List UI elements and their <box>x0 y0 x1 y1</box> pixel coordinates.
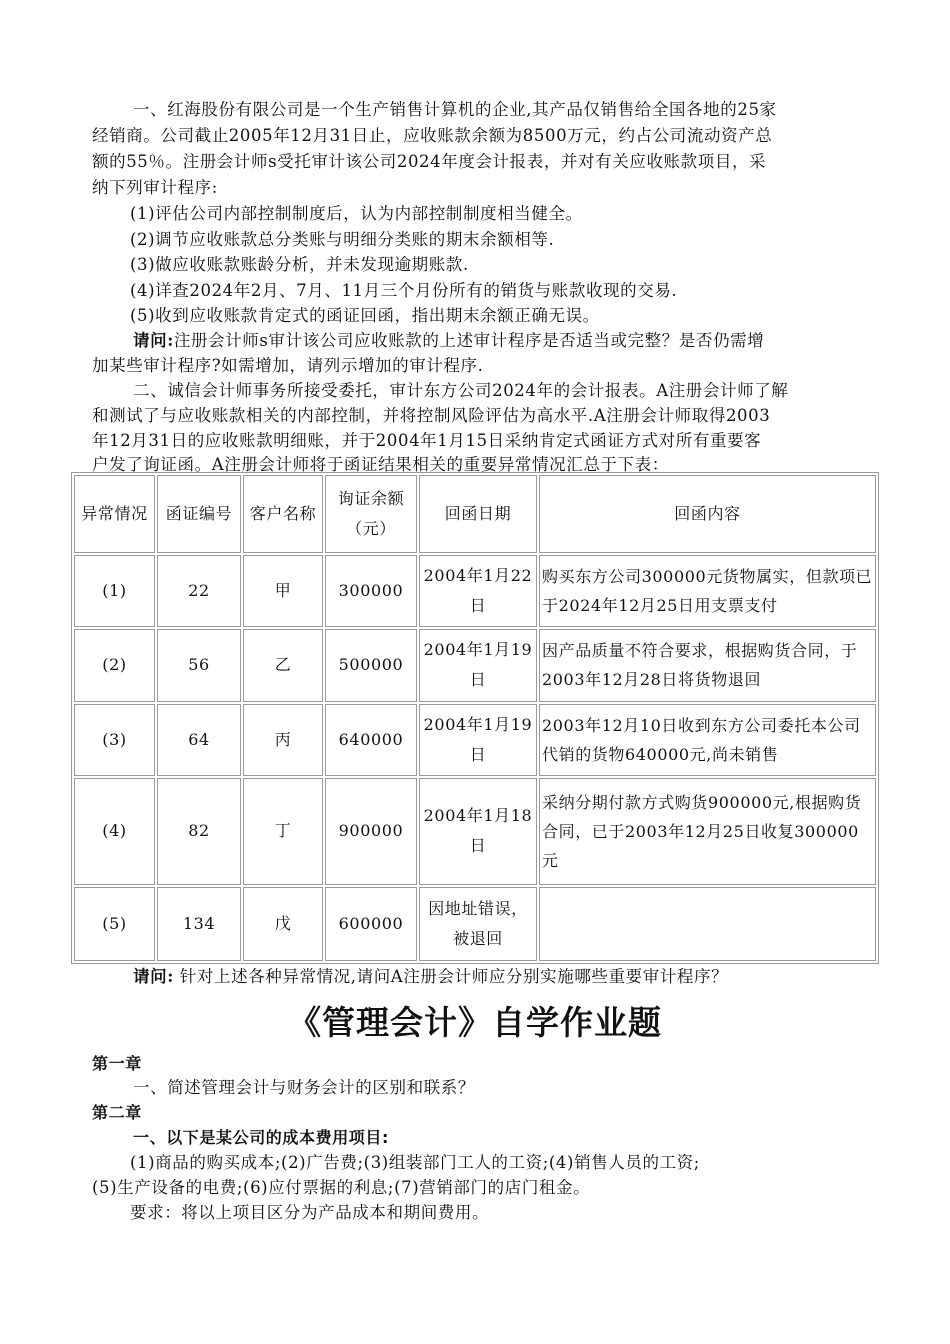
header-client: 客户名称 <box>243 475 323 553</box>
cell-amount: 600000 <box>325 887 417 961</box>
chapter-1-question: 一、简述管理会计与财务会计的区别和联系？ <box>133 1078 475 1097</box>
cell-date: 2004年1月22日 <box>419 555 537 627</box>
q1-procedure-1: (1)评估公司内部控制制度后，认为内部控制制度相当健全。 <box>130 204 583 223</box>
cell-case: (1) <box>74 555 155 627</box>
chapter-2-question: 一、以下是某公司的成本费用项目: <box>133 1128 389 1147</box>
q1-procedure-3: (3)做应收账款账龄分析，并未发现逾期账款. <box>130 255 469 274</box>
chapter-2-items-line-2: (5)生产设备的电费;(6)应付票据的利息;(7)营销部门的店门租金。 <box>92 1178 591 1197</box>
q1-ask-line-1: 注册会计师s审计该公司应收账款的上述审计程序是否适当或完整？是否仍需增 <box>173 331 765 350</box>
cell-content: 因产品质量不符合要求，根据购货合同，于2003年12月28日将货物退回 <box>539 629 876 701</box>
cell-date: 因地址错误，被退回 <box>419 887 537 961</box>
cell-date: 2004年1月19日 <box>419 704 537 776</box>
cell-case: (4) <box>74 778 155 885</box>
cell-content: 购买东方公司300000元货物属实，但款项已于2024年12月25日用支票支付 <box>539 555 876 627</box>
cell-case: (3) <box>74 704 155 776</box>
cell-content: 2003年12月10日收到东方公司委托本公司代销的货物640000元,尚未销售 <box>539 704 876 776</box>
cell-amount: 300000 <box>325 555 417 627</box>
q1-ask-line-2: 加某些审计程序?如需增加，请列示增加的审计程序. <box>92 356 484 375</box>
cell-no: 56 <box>157 629 241 701</box>
cell-amount: 500000 <box>325 629 417 701</box>
homework-title: 《管理会计》自学作业题 <box>288 1003 662 1042</box>
q1-procedure-2: (2)调节应收账款总分类账与明细分类账的期末余额相等. <box>130 230 555 249</box>
cell-content <box>539 887 876 961</box>
cell-date: 2004年1月18日 <box>419 778 537 885</box>
table-row <box>74 704 876 776</box>
q2-line-3: 年12月31日的应收账款明细账，并于2004年1月15日采纳肯定式函证方式对所有重要客 <box>92 431 762 450</box>
exception-table <box>71 472 879 964</box>
cell-client: 戊 <box>243 887 323 961</box>
cell-case: (2) <box>74 629 155 701</box>
q2-ask-label: 请问: <box>133 967 174 986</box>
chapter-2-heading: 第二章 <box>92 1103 142 1122</box>
header-balance: 询证余额（元） <box>325 475 417 553</box>
q2-ask-text: 针对上述各种异常情况,请问A注册会计师应分别实施哪些重要审计程序？ <box>179 967 729 986</box>
q1-line-1: 一、红海股份有限公司是一个生产销售计算机的企业,其产品仅销售给全国各地的25家 <box>133 100 777 119</box>
table-row <box>74 555 876 627</box>
cell-date: 2004年1月19日 <box>419 629 537 701</box>
cell-content: 采纳分期付款方式购货900000元,根据购货合同，已于2003年12月25日收复300000元 <box>539 778 876 885</box>
cell-case: (5) <box>74 887 155 961</box>
cell-no: 64 <box>157 704 241 776</box>
cell-client: 丙 <box>243 704 323 776</box>
table-header-row <box>74 475 876 553</box>
cell-no: 82 <box>157 778 241 885</box>
q2-line-2: 和测试了与应收账款相关的内部控制，并将控制风险评估为高水平.A注册会计师取得2003 <box>92 406 771 425</box>
table-row <box>74 629 876 701</box>
cell-client: 乙 <box>243 629 323 701</box>
cell-client: 丁 <box>243 778 323 885</box>
q1-ask-label: 请问: <box>133 331 174 350</box>
q1-line-4: 纳下列审计程序: <box>92 178 218 197</box>
table-row <box>74 887 876 961</box>
header-letter-no: 函证编号 <box>157 475 241 553</box>
q1-line-2: 经销商。公司截止2005年12月31日止，应收账款余额为8500万元，约占公司流动资产总 <box>92 126 773 145</box>
cell-no: 134 <box>157 887 241 961</box>
chapter-2-requirement: 要求：将以上项目区分为产品成本和期间费用。 <box>130 1203 490 1222</box>
q2-line-4: 户发了询证函。A注册会计师将于函证结果相关的重要异常情况汇总于下表： <box>92 455 669 474</box>
header-case: 异常情况 <box>74 475 155 553</box>
chapter-1-heading: 第一章 <box>92 1054 142 1073</box>
q1-procedure-5: (5)收到应收账款肯定式的函证回函，指出期末余额正确无误。 <box>130 306 600 325</box>
q1-procedure-4: (4)详查2024年2月、7月、11月三个月份所有的销货与账款收现的交易. <box>130 281 678 300</box>
q2-line-1: 二、诚信会计师事务所接受委托，审计东方公司2024年的会计报表。A注册会计师了解 <box>133 381 789 400</box>
cell-amount: 640000 <box>325 704 417 776</box>
cell-client: 甲 <box>243 555 323 627</box>
cell-no: 22 <box>157 555 241 627</box>
cell-amount: 900000 <box>325 778 417 885</box>
chapter-2-items-line-1: (1)商品的购买成本;(2)广告费;(3)组装部门工人的工资;(4)销售人员的工资; <box>130 1153 700 1172</box>
q1-line-3: 额的55％。注册会计师s受托审计该公司2024年度会计报表，并对有关应收账款项目，采 <box>92 152 767 171</box>
q1-question <box>133 330 764 352</box>
q2-question <box>133 966 728 988</box>
table-row <box>74 778 876 885</box>
header-reply-date: 回函日期 <box>419 475 537 553</box>
header-reply-content: 回函内容 <box>539 475 876 553</box>
